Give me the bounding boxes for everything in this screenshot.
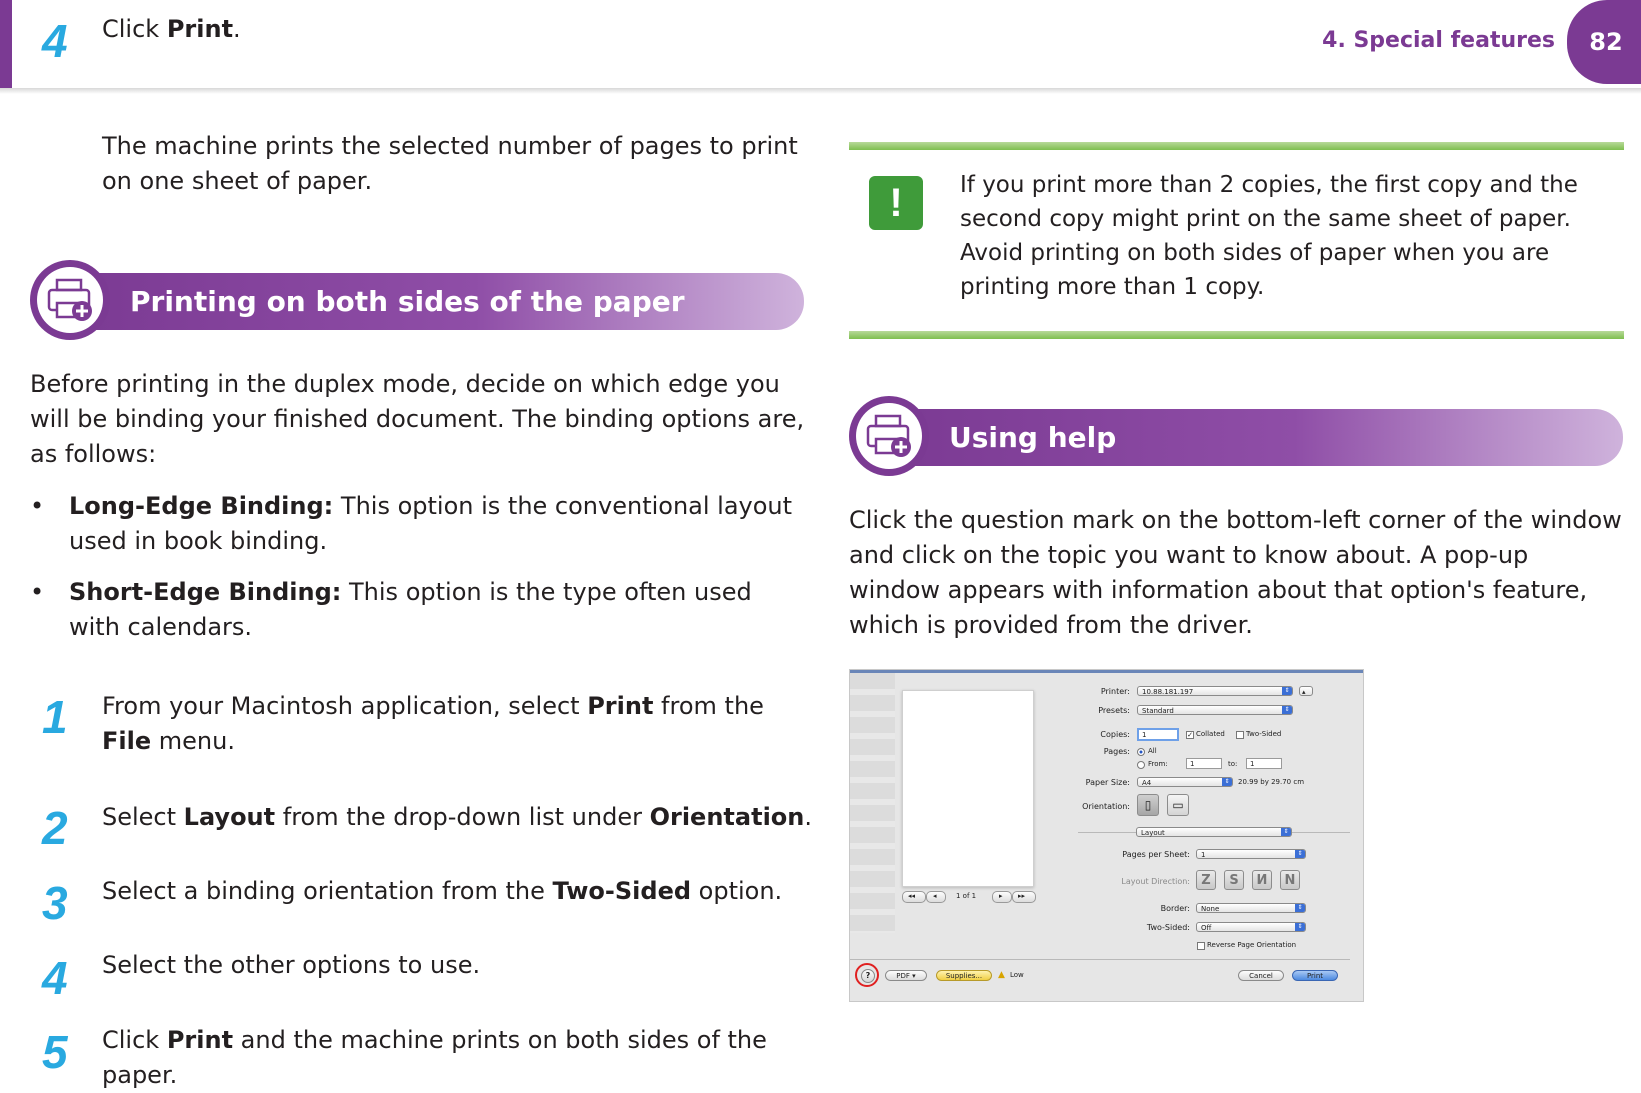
step-4-text: Select the other options to use. [102,951,481,979]
last-page-button[interactable]: ▸▸ [1012,891,1036,903]
section-heading-help [893,409,1623,466]
note-top-rule [849,142,1624,150]
warning-icon: ! [869,176,923,230]
paper-size-label: Paper Size: [1085,778,1130,787]
pages-all-radio[interactable] [1137,748,1145,756]
panel-select[interactable]: Layout ⇕ [1136,827,1292,837]
popup-arrows-icon: ⇕ [1282,706,1292,714]
supplies-low-label: Low [1010,971,1024,979]
popup-arrows-icon: ⇕ [1295,904,1305,912]
pages-from-label: From: [1148,760,1168,768]
pages-label: Pages: [1103,747,1130,756]
border-select[interactable]: None ⇕ [1196,903,1306,913]
border-label: Border: [1160,904,1190,913]
page-preview [902,690,1034,887]
pdf-button[interactable]: PDF ▾ [885,970,927,981]
first-page-button[interactable]: ◂◂ [902,891,926,903]
prev-page-button[interactable]: ◂ [926,891,946,903]
orientation-label: Orientation: [1082,802,1130,811]
section-title: Using help [949,421,1117,454]
popup-arrows-icon: ⇕ [1281,828,1291,836]
two-sided-label: Two-Sided [1246,730,1282,738]
header-step-number: 4 [42,15,68,67]
layout-direction-s-button[interactable]: S [1224,870,1244,890]
collated-checkbox[interactable]: ✓ [1187,731,1193,739]
two-sided-checkbox[interactable] [1236,731,1244,739]
step-1-text: From your Macintosh application, select Print from the File menu. [102,692,764,755]
printer-icon [864,413,914,459]
two-sided-select[interactable]: Off ⇕ [1196,922,1306,932]
collated-label: Collated [1196,730,1225,738]
step-number: 2 [42,802,68,854]
left-accent-bar [0,0,12,92]
header-step-text: Click Print. [102,15,241,43]
step-number: 1 [42,691,68,743]
popup-arrows-icon: ⇕ [1295,923,1305,931]
layout-direction-label: Layout Direction: [1121,877,1190,886]
cancel-button[interactable]: Cancel [1238,970,1284,981]
footer-separator [850,959,1350,960]
reverse-orientation-label: Reverse Page Orientation [1207,941,1297,949]
reverse-orientation-checkbox[interactable] [1197,942,1205,950]
chapter-title: 4. Special features [1322,28,1555,53]
print-dialog-screenshot [849,669,1364,1002]
copies-label: Copies: [1100,730,1130,739]
pages-to-label: to: [1228,760,1238,768]
bullet-marker: • [30,492,45,520]
printer-select[interactable]: 10.88.181.197 ⇕ [1137,686,1293,696]
layout-direction-n-button[interactable]: N [1280,870,1300,890]
next-page-button[interactable]: ▸ [992,891,1012,903]
section-title: Printing on both sides of the paper [130,285,685,318]
help-button[interactable]: ? [861,969,875,983]
pages-to-input[interactable]: 1 [1246,758,1282,769]
step-5-text: Click Print and the machine prints on both sides of the paper. [102,1026,767,1089]
bullet-short-edge: Short-Edge Binding: This option is the type often used with calendars. [69,578,752,641]
page-number-badge: 82 [1567,0,1641,84]
supplies-button[interactable]: Supplies... [936,970,992,981]
step-number: 4 [42,952,68,1004]
pages-per-sheet-label: Pages per Sheet: [1122,850,1190,859]
layout-direction-n-reverse-button[interactable]: И [1252,870,1272,890]
header-divider [0,88,1641,94]
bullet-marker: • [30,578,45,606]
pages-from-input[interactable]: 1 [1186,758,1222,769]
pages-per-sheet-select[interactable]: 1 ⇕ [1196,849,1306,859]
layout-direction-z-button[interactable]: Z [1196,870,1216,890]
printer-label: Printer: [1100,687,1130,696]
landscape-icon: ▭ [1172,798,1184,812]
portrait-orientation-button[interactable] [1137,794,1159,816]
copies-input[interactable]: 1 [1137,728,1179,741]
warning-triangle-icon: ▲ [998,970,1005,980]
portrait-icon: ▯ [1144,798,1152,812]
step-number: 3 [42,877,68,929]
paper-size-select[interactable]: A4 ⇕ [1137,777,1233,787]
landscape-orientation-button[interactable] [1167,794,1189,816]
step-3-text: Select a binding orientation from the Two-Sided option. [102,877,783,905]
printer-plus-icon [849,396,929,476]
two-sided-popup-label: Two-Sided: [1146,923,1190,932]
popup-arrows-icon: ⇕ [1282,687,1292,695]
collapse-icon: ▴ [1302,688,1306,696]
step-2-text: Select Layout from the drop-down list under Orientation. [102,803,813,831]
disclosure-button[interactable] [1299,686,1313,696]
page-indicator: 1 of 1 [956,892,977,900]
intro-paragraph: The machine prints the selected number of pages to print on one sheet of paper. [102,132,798,195]
presets-select[interactable]: Standard ⇕ [1137,705,1293,715]
printer-plus-icon [30,260,110,340]
paper-size-dimensions: 20.99 by 29.70 cm [1238,778,1305,786]
section-heading-duplex [74,273,804,330]
pages-from-radio[interactable] [1137,761,1145,769]
step-number: 5 [42,1026,68,1078]
printer-icon [45,277,95,323]
print-button[interactable]: Print [1292,970,1338,981]
bullet-long-edge: Long-Edge Binding: This option is the conventional layout used in book binding. [69,492,793,555]
popup-arrows-icon: ⇕ [1295,850,1305,858]
duplex-intro: Before printing in the duplex mode, decide on which edge you will be binding your finished document. The binding options are, as follows: [30,370,805,468]
popup-arrows-icon: ⇕ [1222,778,1232,786]
pages-all-label: All [1148,747,1157,755]
note-text: If you print more than 2 copies, the first copy and the second copy might print on the same sheet of paper. Avoid printing on both sides of paper when you are printing more than 1 copy. [960,172,1578,300]
presets-label: Presets: [1098,706,1130,715]
note-bottom-rule [849,331,1624,339]
help-paragraph: Click the question mark on the bottom-left corner of the window and click on the topic you want to know about. A pop-up window appears with information about that option's feature, which is provided from the driver. [849,506,1622,639]
background-window [850,673,895,933]
dialog-title-strip [850,670,1363,673]
